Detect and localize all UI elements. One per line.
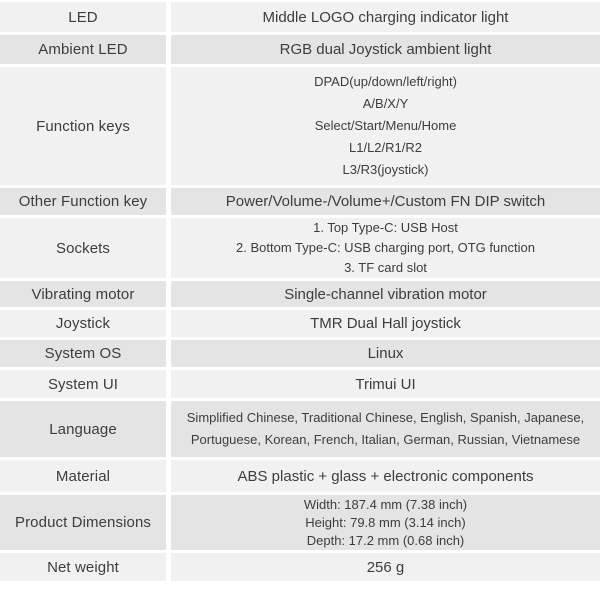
spec-value-other-function-key: Power/Volume-/Volume+/Custom FN DIP switch xyxy=(171,188,600,215)
function-keys-line-shoulder: L1/L2/R1/R2 xyxy=(349,140,422,155)
spec-value-net-weight: 256 g xyxy=(171,553,600,581)
spec-value-ambient-led: RGB dual Joystick ambient light xyxy=(171,35,600,64)
spec-label-sockets: Sockets xyxy=(0,218,166,278)
spec-table xyxy=(0,2,600,581)
function-keys-line-sticks: L3/R3(joystick) xyxy=(342,162,429,177)
spec-value-system-os: Linux xyxy=(171,340,600,367)
spec-value-function-keys xyxy=(171,67,600,185)
spec-value-sockets xyxy=(171,218,600,278)
spec-label-system-os: System OS xyxy=(0,340,166,367)
spec-value-joystick: TMR Dual Hall joystick xyxy=(171,310,600,337)
spec-label-material: Material xyxy=(0,460,166,492)
spec-label-language: Language xyxy=(0,401,166,457)
spec-label-led: LED xyxy=(0,2,166,32)
sockets-line-bottom-typec: 2. Bottom Type-C: USB charging port, OTG function xyxy=(236,240,535,255)
spec-label-product-dimensions: Product Dimensions xyxy=(0,495,166,550)
spec-value-material: ABS plastic + glass + electronic components xyxy=(171,460,600,492)
spec-value-product-dimensions xyxy=(171,495,600,550)
dimensions-line-width: Width: 187.4 mm (7.38 inch) xyxy=(303,496,468,512)
spec-label-vibrating-motor: Vibrating motor xyxy=(0,281,166,307)
spec-label-function-keys: Function keys xyxy=(0,67,166,185)
sockets-line-tf-card: 3. TF card slot xyxy=(344,260,427,275)
function-keys-line-abxy: A/B/X/Y xyxy=(362,96,409,111)
spec-label-ambient-led: Ambient LED xyxy=(0,35,166,64)
spec-label-system-ui: System UI xyxy=(0,370,166,398)
spec-value-language: Simplified Chinese, Traditional Chinese, English, Spanish, Japanese, Portuguese, Korean, French, Italian, German, Russian, Vietnamese xyxy=(171,401,600,457)
dimensions-line-depth: Depth: 17.2 mm (0.68 inch) xyxy=(306,532,465,548)
spec-label-net-weight: Net weight xyxy=(0,553,166,581)
sockets-line-top-typec: 1. Top Type-C: USB Host xyxy=(313,220,458,235)
spec-value-system-ui: Trimui UI xyxy=(171,370,600,398)
spec-label-joystick: Joystick xyxy=(0,310,166,337)
spec-value-vibrating-motor: Single-channel vibration motor xyxy=(171,281,600,307)
spec-value-led: Middle LOGO charging indicator light xyxy=(171,2,600,32)
function-keys-line-select: Select/Start/Menu/Home xyxy=(314,118,457,133)
dimensions-line-height: Height: 79.8 mm (3.14 inch) xyxy=(305,514,466,530)
spec-label-other-function-key: Other Function key xyxy=(0,188,166,215)
function-keys-line-dpad: DPAD(up/down/left/right) xyxy=(314,74,457,89)
